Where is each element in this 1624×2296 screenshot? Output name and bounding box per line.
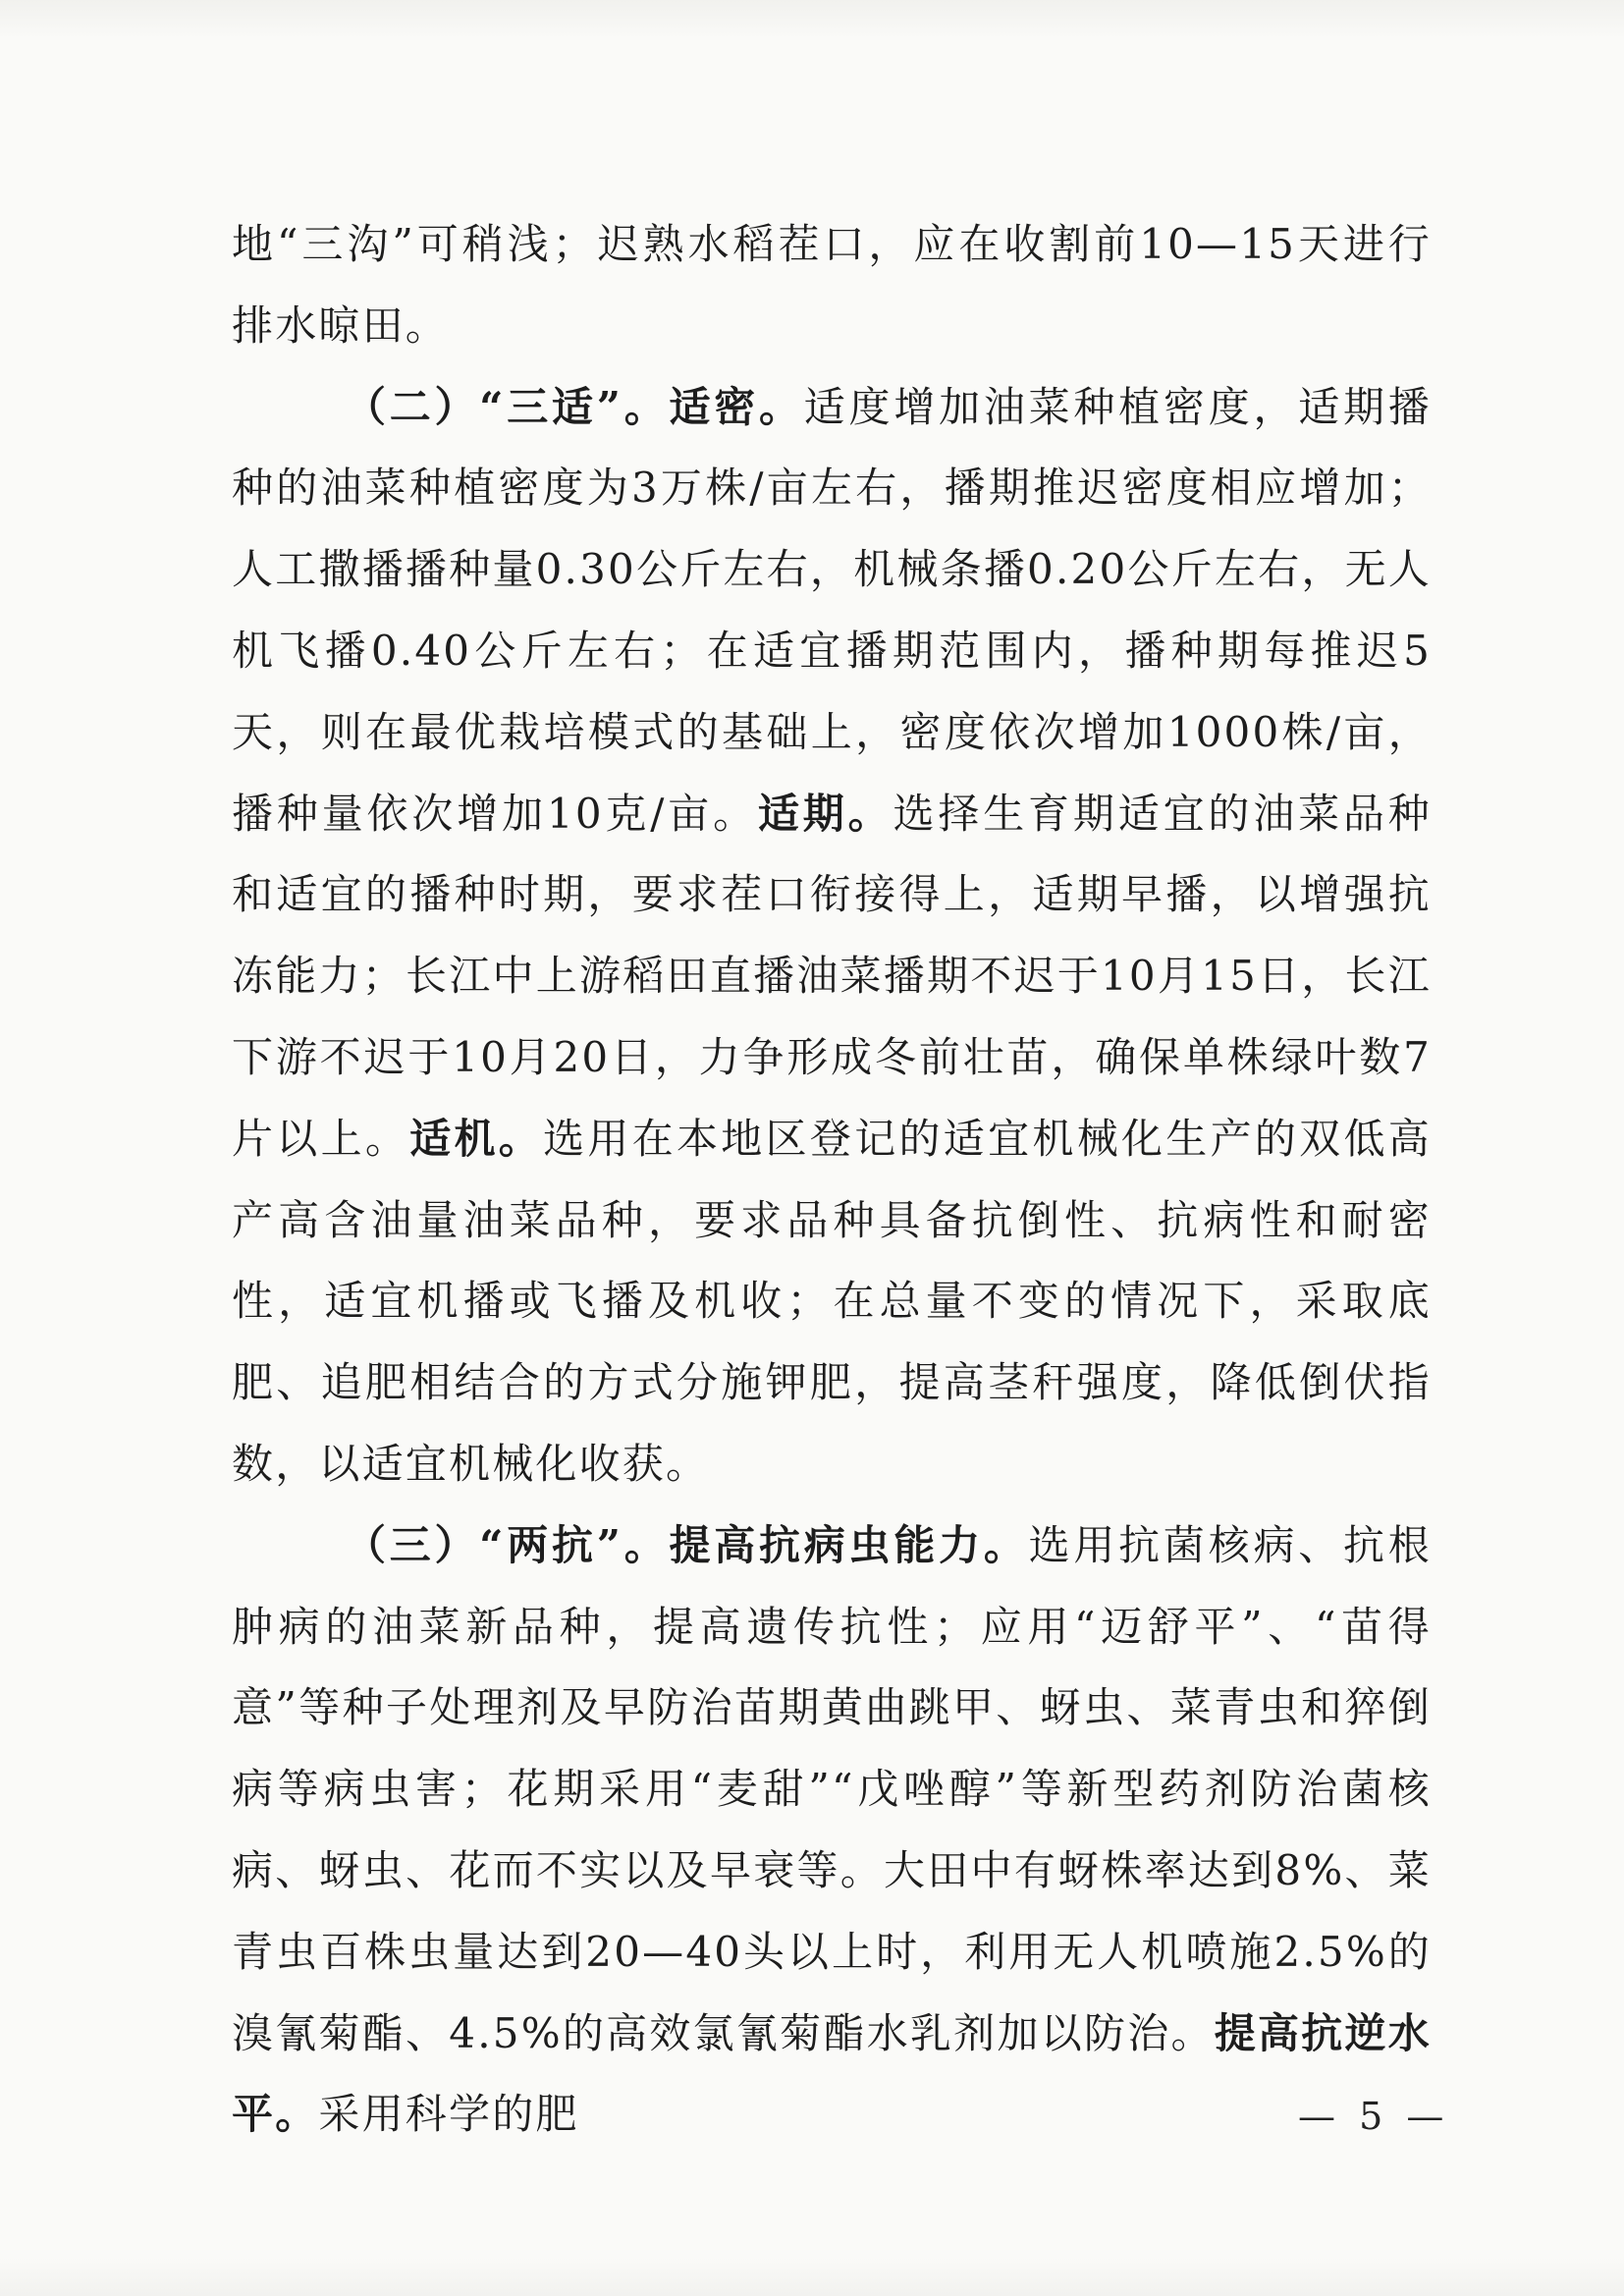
subheading-shiji: 适机。: [409, 1114, 544, 1163]
section-heading-three: （三）“两抗”。提高抗病虫能力。: [345, 1520, 1029, 1569]
text-run: 选用抗菌核病、抗根肿病的油菜新品种，提高遗传抗性；应用“迈舒平”、“苗得意”等种子处理剂及早防治苗期黄曲跳甲、蚜虫、菜青虫和猝倒病等病虫害；花期采用“麦甜”“戊唑醇”等新型药剂防治菌核病、蚜虫、花而不实以及早衰等。大田中有蚜株率达到8%、菜青虫百株虫量达到20—40头以上时，利用无人机喷施2.5%的溴氰菊酯、4.5%的高效氯氰菊酯水乳剂加以防治。: [232, 1520, 1432, 2057]
text-run: 地“三沟”可稍浅；迟熟水稻茬口，应在收割前10—15天进行排水晾田。: [232, 220, 1432, 350]
page-number: — 5 —: [1298, 2095, 1450, 2138]
text-run: 选择生育期适宜的油菜品种和适宜的播种时期，要求茬口衔接得上，适期早播，以增强抗冻能力；长江中上游稻田直播油菜播期不迟于10月15日，长江下游不迟于10月20日，力争形成冬前壮苗，确保单株绿叶数7片以上。: [232, 789, 1433, 1163]
text-run: 适度增加油菜种植密度，适期播种的油菜种植密度为3万株/亩左右，播期推迟密度相应增加；人工撒播播种量0.30公斤左右，机械条播0.20公斤左右，无人机飞播0.40公斤左右；在适宜播期范围内，播种期每推迟5天，则在最优栽培模式的基础上，密度依次增加1000株/亩，播种量依次增加10克/亩。: [232, 382, 1432, 838]
text-run: 采用科学的肥: [318, 2090, 579, 2139]
paragraph-2: [232, 367, 1432, 1505]
section-heading-two: （二）“三适”。适密。: [345, 382, 804, 431]
paragraph-3: [232, 1505, 1432, 2156]
paragraph-1: [232, 204, 1432, 367]
subheading-kangni: 提高抗逆水平。: [232, 2008, 1432, 2139]
subheading-shiqi: 适期。: [757, 789, 893, 838]
text-run: 选用在本地区登记的适宜机械化生产的双低高产高含油量油菜品种，要求品种具备抗倒性、抗病性和耐密性，适宜机播或飞播及机收；在总量不变的情况下，采取底肥、追肥相结合的方式分施钾肥，提高茎秆强度，降低倒伏指数，以适宜机械化收获。: [232, 1114, 1432, 1488]
body-text: [232, 204, 1432, 2156]
